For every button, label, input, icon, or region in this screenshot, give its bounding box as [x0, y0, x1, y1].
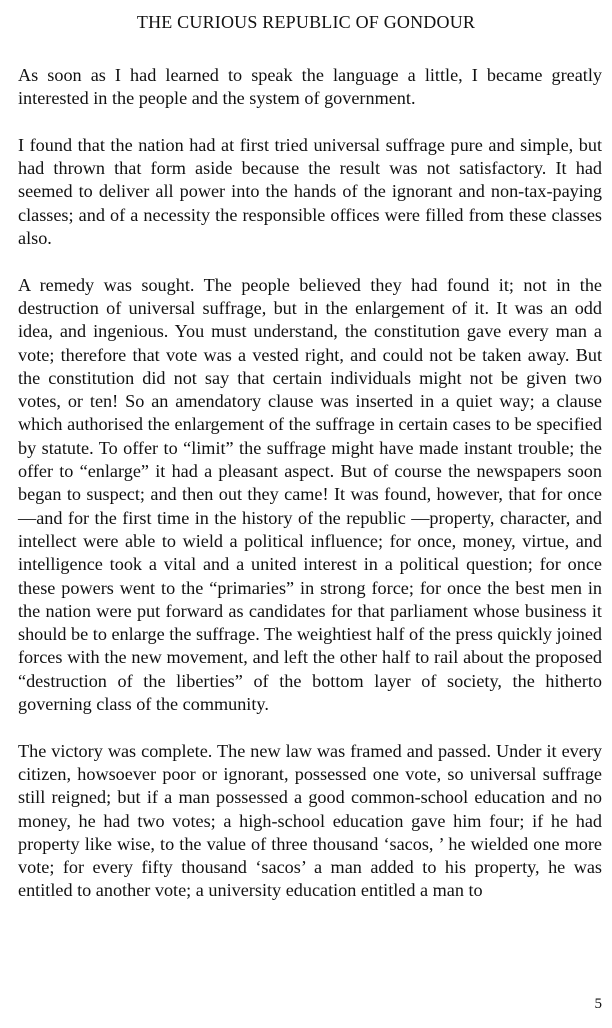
body-text: [18, 64, 602, 903]
paragraph-1: As soon as I had learned to speak the language a little, I became greatly interested in the people and the system of government.: [18, 65, 602, 109]
page-number: 5: [594, 996, 602, 1012]
paragraph-4: The victory was complete. The new law was framed and passed. Under it every citizen, howsoever poor or ignorant, possessed one vote, so universal suffrage still reigned; but if a man possessed a good common-school education and no money, he had two votes; a high-school education gave him four; if he had property like wise, to the value of three thousand ‘sacos, ’ he wielded one more vote; for every fifty thousand ‘sacos’ a man added to his property, he was entitled to another vote; a university education entitled a man to: [18, 740, 602, 901]
paragraph-3: A remedy was sought. The people believed they had found it; not in the destruction of universal suffrage, but in the enlargement of it. It was an odd idea, and ingenious. You must understand, the constitution gave every man a vote; therefore that vote was a vested right, and could not be taken away. But the constitution did not say that certain individuals might not be given two votes, or ten! So an amendatory clause was inserted in a quiet way; a clause which authorised the enlargement of the suffrage in certain cases to be specified by statute. To offer to “limit” the suffrage might have made instant trouble; the offer to “enlarge” it had a pleasant aspect. But of course the newspapers soon began to suspect; and then out they came! It was found, however, that for once—and for the first time in the history of the republic —property, character, and intellect were able to wield a political influence; for once, money, virtue, and intelligence took a vital and a united interest in a political question; for once these powers went to the “primaries” in strong force; for once the best men in the nation were put forward as candidates for that parliament whose business it should be to enlarge the suffrage. The weightiest half of the press quickly joined forces with the new movement, and left the other half to rail about the proposed “destruction of the liberties” of the bottom layer of society, the hitherto governing class of the community.: [18, 274, 602, 715]
paragraph-2: I found that the nation had at first tried universal suffrage pure and simple, but had thrown that form aside because the result was not satisfactory. It had seemed to deliver all power into the hands of the ignorant and non-tax-paying classes; and of a necessity the responsible offices were filled from these classes also.: [18, 134, 602, 249]
running-head-title: THE CURIOUS REPUBLIC OF GONDOUR: [136, 12, 476, 32]
